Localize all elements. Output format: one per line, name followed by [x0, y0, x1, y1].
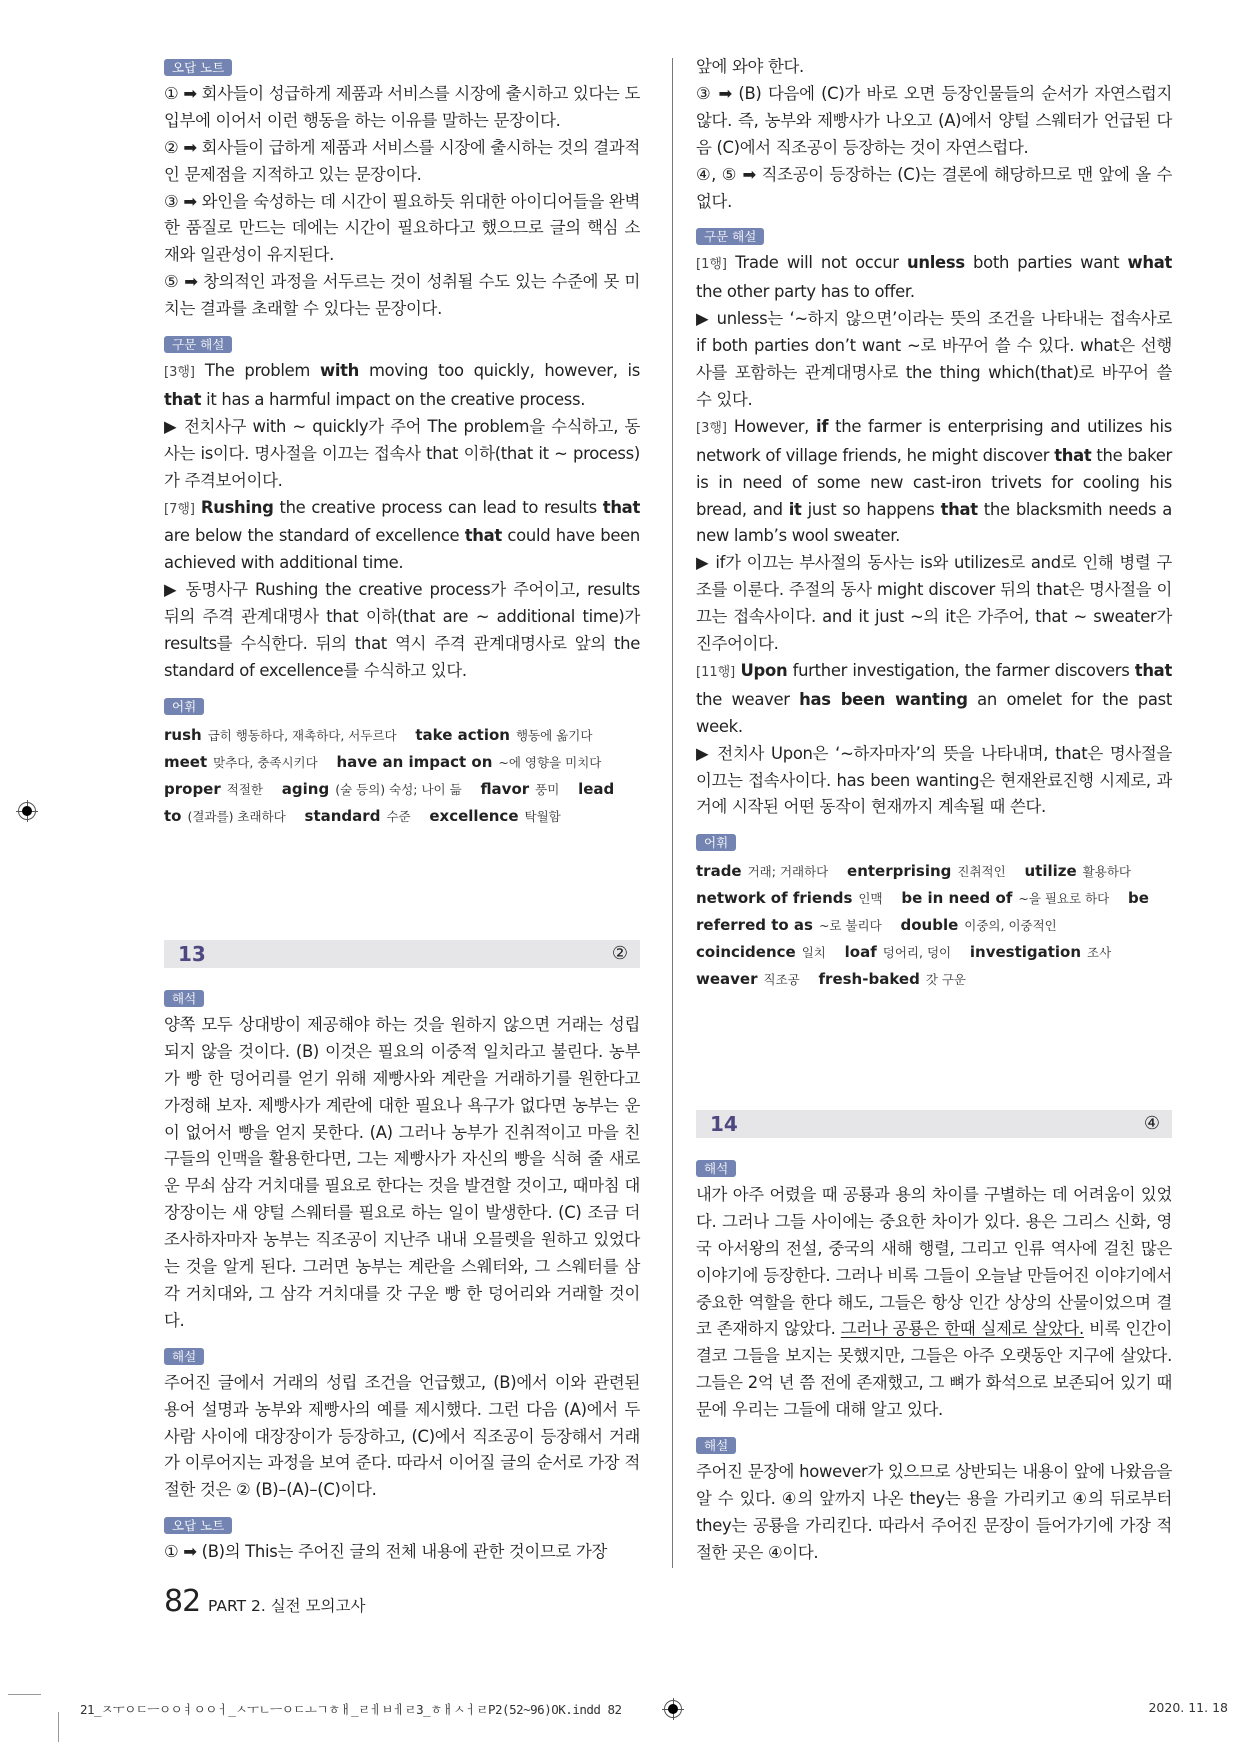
syntax-note: ▶ 전치사 Upon은 ‘~하자마자’의 뜻을 나타내며, that은 명사절을 이끄는 접속사이다. has been wanting은 현재완료진행 시제로, 과거에 시작된 어떤 동작이 현재까지 계속될 때 쓴다.	[696, 743, 1172, 817]
syntax-sentence: [11행] Upon further investigation, the farmer discovers that the weaver has been wanting an omelet for the past week.	[696, 660, 1173, 736]
syntax-note: ▶ 동명사구 Rushing the creative process가 주어이고, results 뒤의 주격 관계대명사 that 이하(that are ~ additional time)가 results를 수식한다. 뒤의 that 역시 주격 관계대명사로 앞의 the standard of excellence를 수식하고 있다.	[164, 580, 640, 680]
crop-mark	[8, 1694, 41, 1695]
syntax-note: ▶ 전치사구 with ~ quickly가 주어 The problem을 수식하고, 동사는 is이다. 명사절을 이끄는 접속사 that 이하(that it ~ process)가 주격보어이다.	[164, 416, 640, 490]
wrong-note-item: ① ➡ 회사들이 성급하게 제품과 서비스를 시장에 출시하고 있다는 도입부에 이어서 이런 행동을 하는 이유를 말하는 문장이다.	[164, 83, 640, 130]
crop-mark	[58, 1712, 59, 1742]
explanation-tag: 해설	[696, 1437, 736, 1454]
wrong-note-item: ④, ⑤ ➡ 직조공이 등장하는 (C)는 결론에 해당하므로 맨 앞에 올 수 없다.	[696, 164, 1172, 211]
question-number: 13	[178, 942, 206, 966]
vocab-list: rush 급히 행동하다, 재촉하다, 서두르다 take action 행동에 옮기다 meet 맞추다, 충족시키다 have an impact on ~에 영향을 미치다 proper 적절한 aging (술 등의) 숙성; 나이 듦 flavor 풍미 lead to (결과를) 초래하다 standard 수준 excellence 탁월함	[164, 725, 615, 825]
line-ref: [1행]	[696, 257, 727, 273]
page-number: 82	[164, 1584, 201, 1619]
question-13-body	[164, 985, 640, 1566]
explanation-text: 주어진 문장에 however가 있으므로 상반되는 내용이 앞에 나왔음을 알 수 있다. ④의 앞까지 나온 they는 용을 가리키고 ④의 뒤로부터 they는 공룡을 가리킨다. 따라서 주어진 문장이 들어가기에 가장 적절한 곳은 ④이다.	[696, 1461, 1172, 1562]
right-column	[696, 54, 1172, 993]
question-number: 14	[710, 1112, 738, 1136]
translation-text: 내가 아주 어렸을 때 공룡과 용의 차이를 구별하는 데 어려움이 있었다. 그러나 그들 사이에는 중요한 차이가 있다. 용은 그리스 신화, 영국 아서왕의 전설, 중국의 새해 행렬, 그리고 인류 역사에 걸친 많은 이야기에 등장한다. 그러나 비록 그들이 오늘날 만들어진 이야기에서 중요한 역할을 한다 해도, 그들은 항상 인간 상상의 산물이었으며 결코 존재하지 않았다. 그러나 공룡은 한때 실제로 살았다. 비록 인간이 결코 그들을 보지는 못했지만, 그들은 아주 오랫동안 지구에 살았다. 그들은 2억 년 쯤 전에 존재했고, 그 뼈가 화석으로 보존되어 있기 때문에 우리는 그들에 대해 알고 있다.	[696, 1184, 1172, 1420]
vocab-tag: 어휘	[164, 698, 204, 715]
wrong-note-item: ③ ➡ (B) 다음에 (C)가 바로 오면 등장인물들의 순서가 자연스럽지 않다. 즉, 농부와 제빵사가 나오고 (A)에서 양털 스웨터가 언급된 다음 (C)에서 직조공이 등장하는 것이 자연스럽다.	[696, 83, 1172, 157]
wrong-note-item: ② ➡ 회사들이 급하게 제품과 서비스를 시장에 출시하는 것의 결과적인 문제점을 지적하고 있는 문장이다.	[164, 137, 640, 184]
syntax-note: ▶ if가 이끄는 부사절의 동사는 is와 utilizes로 and로 인해 병렬 구조를 이룬다. 주절의 동사 might discover 뒤의 that은 명사절을 이끄는 접속사이다. and it just ~의 it은 가주어, that ~ sweater가 진주어이다.	[696, 553, 1172, 654]
syntax-sentence: [3행] However, if the farmer is enterprising and utilizes his network of village friends, he might discover that the baker is in need of some new cast-iron trivets for cooling his bread, and it just so happens that the blacksmith needs a new lamb’s wool sweater.	[696, 416, 1173, 546]
line-ref: [7행]	[164, 501, 195, 517]
vocab-list: trade 거래; 거래하다 enterprising 진취적인 utilize 활용하다 network of friends 인맥 be in need of ~을 필요로 하다 be referred to as ~로 불리다 double 이중의, 이중적인 coincidence 일치 loaf 덩어리, 덩이 investigation 조사 weaver 직조공 fresh-baked 갓 구운	[696, 862, 1149, 989]
explanation-tag: 해설	[164, 1348, 204, 1365]
wrong-note-tag: 오답 노트	[164, 59, 232, 76]
translation-text: 양쪽 모두 상대방이 제공해야 하는 것을 원하지 않으면 거래는 성립되지 않을 것이다. (B) 이것은 필요의 이중적 일치라고 불린다. 농부가 빵 한 덩어리를 얻기 위해 제빵사와 계란을 거래하기를 원한다고 가정해 보자. 제빵사가 계란에 대한 필요나 욕구가 없다면 농부는 운이 없어서 빵을 얻지 못한다. (A) 그러나 농부가 진취적이고 마을 친구들의 인맥을 활용한다면, 그는 제빵사가 자신의 빵을 식혀 줄 새로운 무쇠 삼각 거치대를 필요로 한다는 것을 발견할 것이고, 때마침 대장장이는 새 양털 스웨터를 필요로 하는 일이 발생한다. (C) 조금 더 조사하자마자 농부는 직조공이 지난주 내내 오믈렛을 원하고 있었다는 것을 알게 된다. 그러면 농부는 계란을 스웨터와, 그 스웨터를 삼각 거치대와, 그 삼각 거치대를 갓 구운 빵 한 덩어리와 거래할 것이다.	[164, 1014, 640, 1330]
print-slug: 21_ㅈㅜㅇㄷㅡㅇㅇㅕㅇㅇㅓ_ㅅㅜㄴㅡㅇㄷㅗㄱㅎㅐ_ㄹㅔㅂㅔㄹ3_ㅎㅐㅅㅓㄹP2(52~96)OK.indd 82	[80, 1702, 622, 1717]
question-13-header	[164, 940, 640, 968]
line-ref: [3행]	[696, 420, 727, 436]
registration-mark-icon	[16, 800, 38, 822]
line-ref: [3행]	[164, 364, 195, 380]
underlined-sentence: 그러나 공룡은 한때 실제로 살았다.	[840, 1319, 1084, 1339]
syntax-sentence: [1행] Trade will not occur unless both parties want what the other party has to offer.	[696, 253, 1172, 302]
wrong-note-item: ⑤ ➡ 창의적인 과정을 서두르는 것이 성취될 수도 있는 수준에 못 미치는 결과를 초래할 수 있다는 문장이다.	[164, 272, 640, 319]
translation-tag: 해석	[696, 1160, 736, 1177]
syntax-tag: 구문 해설	[696, 228, 764, 245]
syntax-sentence: [7행] Rushing the creative process can lead to results that are below the standard of excellence that could have been achieved with additional time.	[164, 497, 640, 573]
wrong-note-tag: 오답 노트	[164, 1517, 232, 1534]
part-label: PART 2. 실전 모의고사	[208, 1597, 366, 1615]
wrong-note-continued: 앞에 와야 한다.	[696, 57, 804, 76]
question-14-body	[696, 1155, 1172, 1567]
line-ref: [11행]	[696, 664, 736, 680]
syntax-sentence: [3행] The problem with moving too quickly, however, is that it has a harmful impact on the creative process.	[164, 360, 640, 409]
vocab-tag: 어휘	[696, 834, 736, 851]
syntax-tag: 구문 해설	[164, 336, 232, 353]
registration-mark-icon	[662, 1698, 684, 1720]
question-answer: ④	[1143, 1113, 1160, 1134]
translation-tag: 해석	[164, 990, 204, 1007]
question-14-header	[696, 1110, 1172, 1138]
question-answer: ②	[611, 943, 628, 964]
wrong-note-item: ③ ➡ 와인을 숙성하는 데 시간이 필요하듯 위대한 아이디어들을 완벽한 품질로 만드는 데에는 시간이 필요하다고 했으므로 글의 핵심 소재와 일관성이 유지된다.	[164, 191, 640, 265]
left-column	[164, 54, 640, 830]
print-date: 2020. 11. 18	[1148, 1700, 1228, 1715]
column-divider	[672, 58, 673, 1568]
explanation-text: 주어진 글에서 거래의 성립 조건을 언급했고, (B)에서 이와 관련된 용어 설명과 농부와 제빵사의 예를 제시했다. 그런 다음 (A)에서 두 사람 사이에 대장장이가 등장하고, (C)에서 직조공이 등장해서 거래가 이루어지는 과정을 보여 준다. 따라서 이어질 글의 순서로 가장 적절한 것은 ② (B)–(A)–(C)이다.	[164, 1372, 640, 1500]
syntax-note: ▶ unless는 ‘~하지 않으면’이라는 뜻의 조건을 나타내는 접속사로 if both parties don’t want ~로 바꾸어 쓸 수 있다. what은 선행사를 포함하는 관계대명사로 the thing which(that)로 바꾸어 쓸 수 있다.	[696, 309, 1172, 409]
wrong-note-item: ① ➡ (B)의 This는 주어진 글의 전체 내용에 관한 것이므로 가장	[164, 1542, 608, 1562]
